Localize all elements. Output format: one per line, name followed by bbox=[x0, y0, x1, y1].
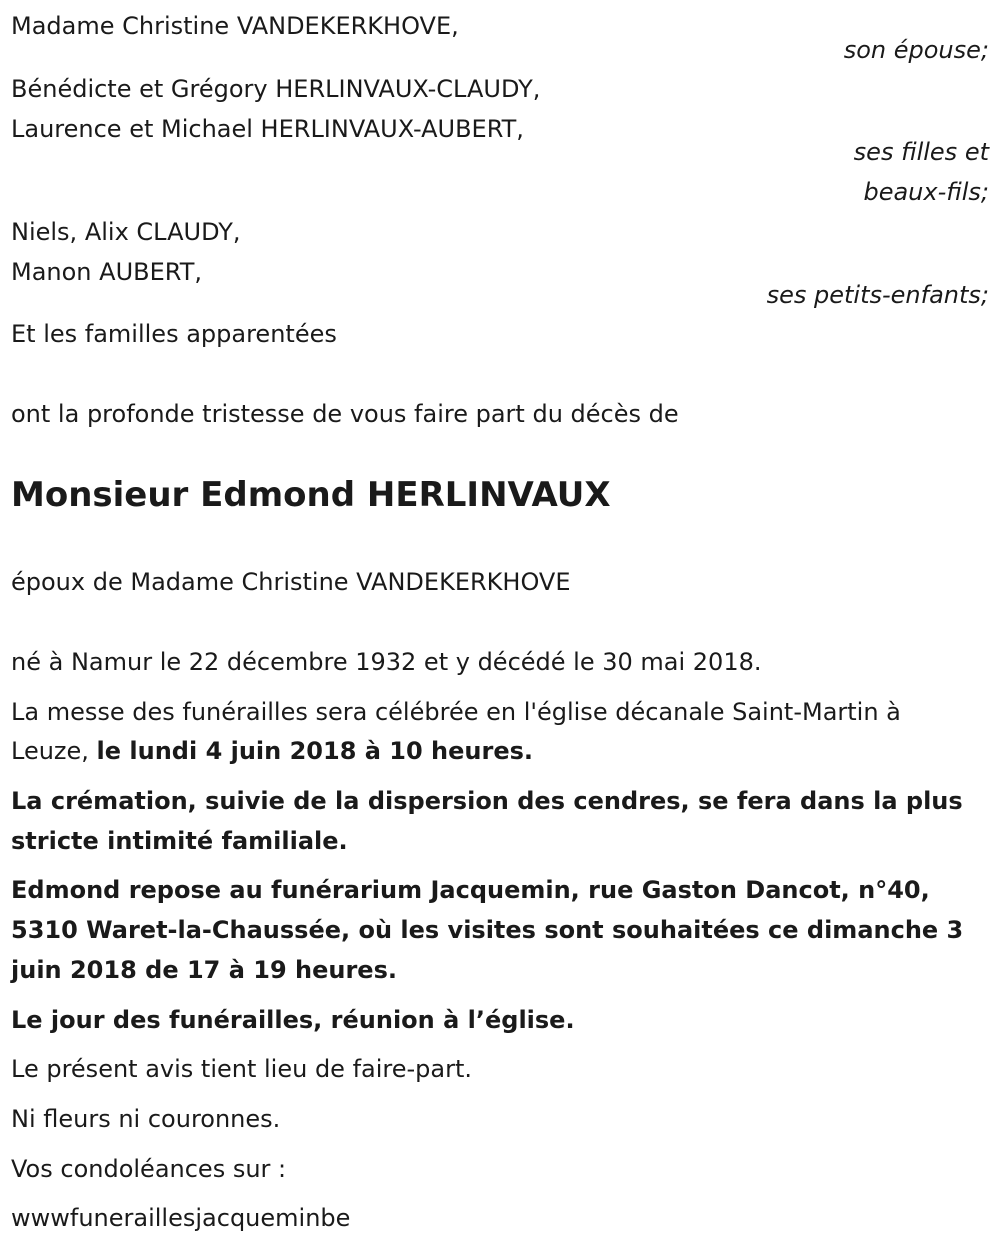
no-flowers-line: Ni fleurs ni couronnes. bbox=[11, 1105, 281, 1133]
announcement-intro: ont la profonde tristesse de vous faire part du décès de bbox=[11, 400, 679, 428]
notice-line: Le présent avis tient lieu de faire-part. bbox=[11, 1055, 473, 1083]
mass-line-1: La messe des funérailles sera célébrée en l'église décanale Saint-Martin à bbox=[11, 698, 901, 726]
daughters-role-line-1: ses filles et bbox=[853, 138, 989, 166]
grandchildren-line-1: Niels, Alix CLAUDY, bbox=[11, 218, 241, 246]
daughter-line-2: Laurence et Michael HERLINVAUX-AUBERT, bbox=[11, 115, 524, 143]
repose-line-1: Edmond repose au funérarium Jacquemin, rue Gaston Dancot, n°40, bbox=[11, 876, 930, 904]
cremation-line-2: stricte intimité familiale. bbox=[11, 827, 348, 855]
daughter-line-1: Bénédicte et Grégory HERLINVAUX-CLAUDY, bbox=[11, 75, 541, 103]
deceased-name: Monsieur Edmond HERLINVAUX bbox=[11, 475, 611, 515]
meeting-line: Le jour des funérailles, réunion à l’église. bbox=[11, 1006, 575, 1034]
mass-datetime-text: le lundi 4 juin 2018 à 10 heures. bbox=[96, 737, 534, 765]
daughters-role-line-2: beaux-fils; bbox=[863, 178, 989, 206]
spouse-name: Madame Christine VANDEKERKHOVE, bbox=[11, 12, 459, 40]
repose-line-3: juin 2018 de 17 à 19 heures. bbox=[11, 956, 397, 984]
spouse-role: son épouse; bbox=[843, 36, 989, 64]
condolences-line: Vos condoléances sur : bbox=[11, 1155, 287, 1183]
relatives-line: Et les familles apparentées bbox=[11, 320, 337, 348]
website-link[interactable]: wwwfuneraillesjacqueminbe bbox=[11, 1204, 351, 1232]
cremation-line-1: La crémation, suivie de la dispersion des cendres, se fera dans la plus bbox=[11, 787, 963, 815]
birth-death-line: né à Namur le 22 décembre 1932 et y décédé le 30 mai 2018. bbox=[11, 648, 762, 676]
mass-location-text: Leuze, bbox=[11, 737, 97, 765]
grandchildren-line-2: Manon AUBERT, bbox=[11, 258, 202, 286]
grandchildren-role: ses petits-enfants; bbox=[766, 281, 989, 309]
mass-line-2 bbox=[11, 735, 533, 767]
repose-line-2: 5310 Waret-la-Chaussée, où les visites sont souhaitées ce dimanche 3 bbox=[11, 916, 964, 944]
spouse-of-line: époux de Madame Christine VANDEKERKHOVE bbox=[11, 568, 571, 596]
